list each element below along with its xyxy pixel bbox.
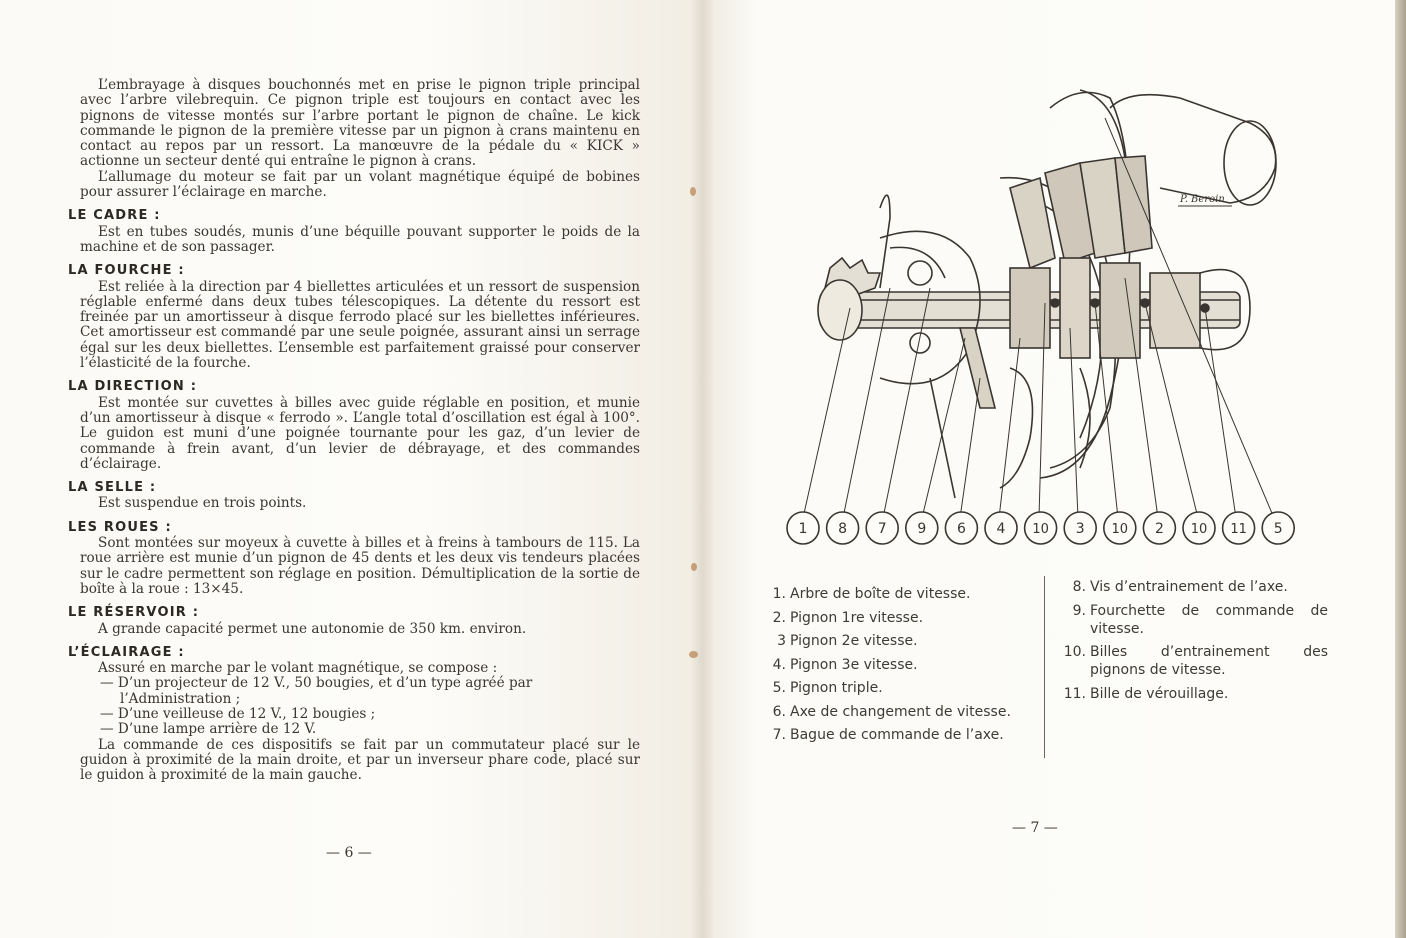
callout-number: 11 (1230, 522, 1247, 537)
section-text: Est en tubes soudés, munis d’une béquille pouvant supporter le poids de la machine et de son passager. (80, 223, 640, 255)
legend-item (760, 585, 1040, 603)
page-number-left: — 6 — (326, 845, 372, 861)
legend-text: Pignon 2e vitesse. (790, 633, 918, 649)
legend-number: 6. (772, 703, 786, 720)
legend-number: 3 (777, 633, 786, 649)
callout-number: 10 (1111, 522, 1129, 537)
legend-text: Bague de commande de l’axe. (790, 727, 1004, 743)
intro-paragraph: L’allumage du moteur se fait par un volant magnétique équipé de bobines pour assurer l’éclairage en marche. (80, 168, 640, 201)
callout-number: 3 (1075, 521, 1085, 537)
eclairage-outro: La commande de ces dispositifs se fait par un commutateur placé sur le guidon à proximité de la main droite, et par un inverseur phare code, placé sur le guidon à proximité de la main gauche. (80, 736, 640, 784)
callout-number: 10 (1032, 522, 1049, 537)
legend-text: Fourchette de commande de vitesse. (1090, 602, 1328, 637)
section-text: Est montée sur cuvettes à billes avec guide réglable en position, et munie d’un amortisseur à disque « ferrodo ». L’angle total d’oscillation est égal à 100°. Le guidon est muni d’une poignée tournante pour les gaz, d’un levier de commande à frein avant, d’un levier de débrayage, et des commandes d’éclairage. (80, 394, 640, 472)
eclairage-item: — D’un projecteur de 12 V., 50 bougies, et d’un type agréé par (100, 675, 533, 692)
legend-text: Axe de changement de vitesse. (790, 703, 1011, 720)
legend-text: Vis d’entrainement de l’axe. (1090, 579, 1288, 595)
callout-number: 6 (956, 521, 966, 537)
legend-item (1056, 685, 1328, 703)
legend-number: 10. (1063, 644, 1086, 660)
legend-item (760, 679, 1040, 697)
legend-number: 11. (1063, 685, 1086, 702)
legend-text: Billes d’entrainement des pignons de vitesse. (1090, 644, 1328, 678)
gear-block-1 (1010, 178, 1055, 268)
legend-number: 1. (772, 586, 786, 602)
callout-row (787, 512, 1294, 544)
callout-number: 10 (1190, 522, 1208, 537)
legend-item (760, 656, 1040, 674)
section-heading: LE RÉSERVOIR : (68, 605, 200, 621)
callout-number: 2 (1154, 521, 1164, 537)
legend-item (760, 703, 1040, 721)
legend-text: Pignon triple. (790, 680, 883, 696)
legend-text: Arbre de boîte de vitesse. (790, 586, 971, 602)
illustrator-signature: P. Beroin (1180, 194, 1225, 205)
callout-number: 8 (838, 521, 848, 537)
legend-text: Bille de vérouillage. (1090, 685, 1229, 702)
eclairage-intro: Assuré en marche par le volant magnétique, se compose : (98, 660, 498, 677)
book-gutter (690, 0, 714, 938)
section-heading: L’ÉCLAIRAGE : (68, 644, 185, 660)
callout-number: 1 (798, 521, 808, 537)
section-heading: LA FOURCHE : (68, 263, 185, 279)
page-edge (1395, 0, 1406, 938)
section-text: Est suspendue en trois points. (98, 495, 307, 512)
legend-number: 9. (1072, 602, 1086, 619)
tube-end (1224, 121, 1276, 205)
legend-left (760, 585, 1040, 750)
left-page-text (68, 77, 640, 784)
eclairage-item: — D’une veilleuse de 12 V., 12 bougies ; (100, 705, 376, 722)
eclairage-item: — D’une lampe arrière de 12 V. (100, 721, 317, 738)
legend-item (1056, 578, 1328, 596)
legend-item (760, 726, 1040, 744)
callout-number: 7 (877, 521, 887, 537)
section-heading: LA SELLE : (68, 480, 157, 496)
callout-number: 4 (996, 521, 1006, 537)
stain-spot (690, 187, 696, 196)
stain-spot (691, 563, 697, 571)
legend-number: 2. (772, 609, 786, 626)
legend-item (1056, 643, 1328, 679)
eclairage-item-continued: l’Administration ; (120, 690, 241, 707)
legend-text: Pignon 1re vitesse. (790, 609, 924, 626)
legend-right (1056, 578, 1328, 708)
page-number-right: — 7 — (1012, 820, 1058, 836)
section-text: Sont montées sur moyeux à cuvette à billes et à freins à tambours de 115. La roue arrière est munie d’un pignon de 45 dents et les deux vis tendeurs placées sur le cadre permettent son réglage en position. Démultiplication de la sortie de boîte à la roue : 13×45. (80, 535, 640, 597)
legend-item (760, 609, 1040, 627)
legend-divider (1044, 576, 1045, 758)
legend-number: 4. (772, 656, 786, 673)
legend-number: 5. (772, 680, 786, 696)
callout-number: 5 (1273, 521, 1283, 537)
section-heading: LA DIRECTION : (68, 379, 198, 395)
legend-number: 8. (1072, 579, 1086, 595)
section-heading: LE CADRE : (68, 208, 161, 224)
section-text: A grande capacité permet une autonomie de 350 km. environ. (98, 620, 527, 637)
legend-number: 7. (772, 727, 786, 743)
section-text: Est reliée à la direction par 4 biellettes articulées et un ressort de suspension réglable enfermé dans deux tubes télescopiques. La détente du ressort est freinée par un amortisseur à disque ferrodo placé sur les biellettes inférieures. Cet amortisseur est commandé par une seule poignée, assurant ainsi un serrage égal sur les deux biellettes. L’ensemble est parfaitement graissé pour conserver l’élasticité de la fourche. (80, 278, 640, 372)
legend-text: Pignon 3e vitesse. (790, 656, 918, 673)
callout-number: 9 (917, 521, 927, 537)
legend-item (760, 632, 1040, 650)
legend-item (1056, 602, 1328, 638)
stain-spot (689, 651, 698, 658)
intro-paragraph: L’embrayage à disques bouchonnés met en prise le pignon triple principal avec l’arbre vilebrequin. Ce pignon triple est toujours en contact avec les pignons de vitesse montés sur l’arbre portant le pignon de chaîne. Le kick commande le pignon de la première vitesse par un pignon à crans maintenu en contact au repos par un ressort. La manœuvre de la pédale du « KICK » actionne un secteur denté qui entraîne le pignon à crans. (80, 77, 640, 170)
gearbox-illustration (780, 78, 1300, 558)
section-heading: LES ROUES : (68, 519, 172, 535)
